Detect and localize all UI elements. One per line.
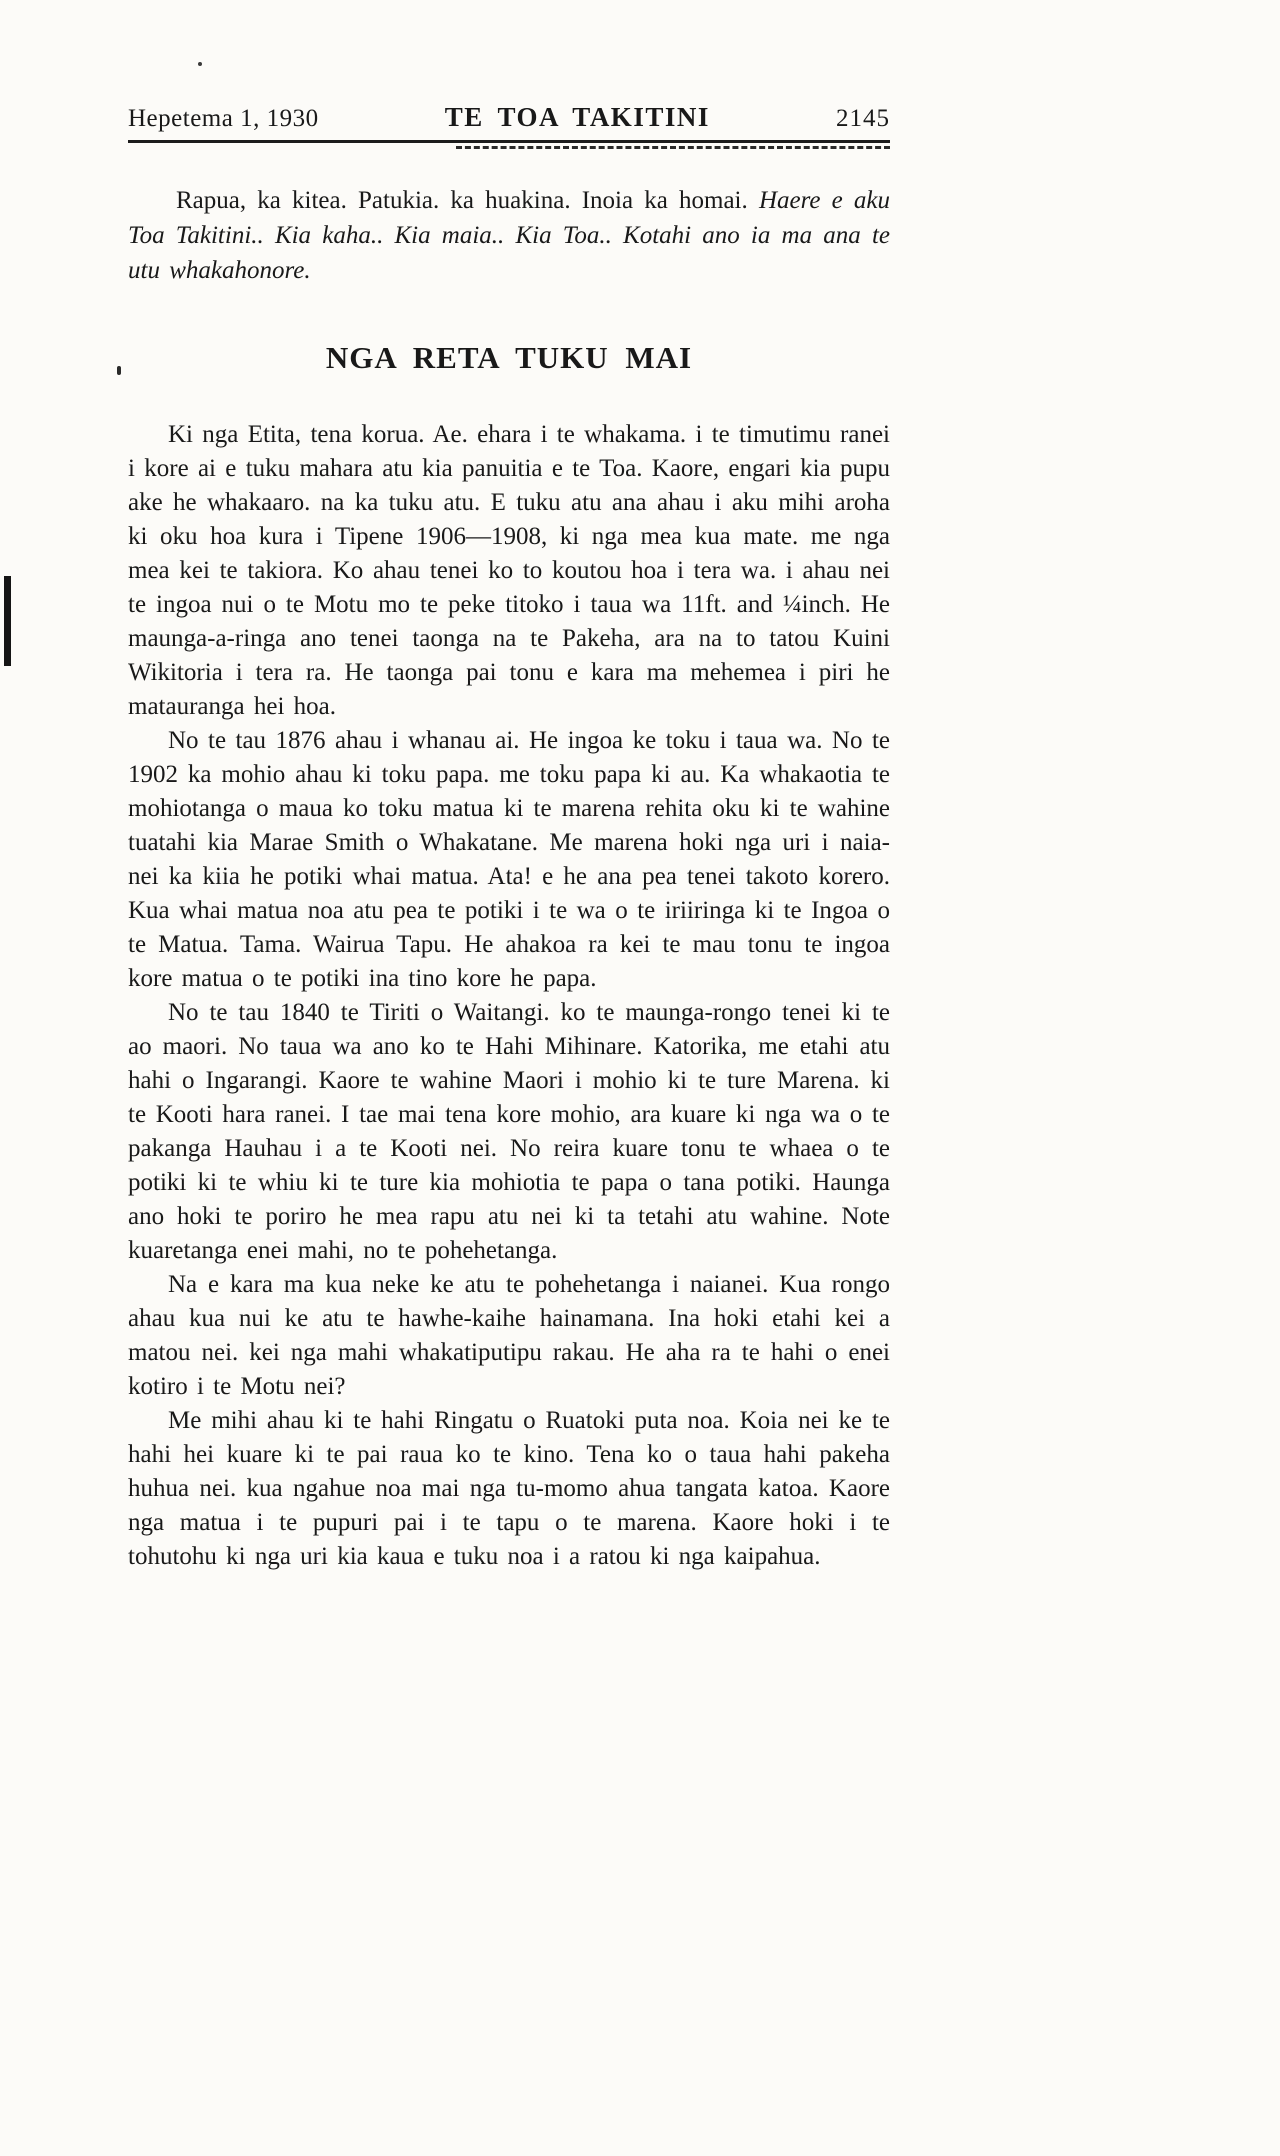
section-heading: NGA RETA TUKU MAI	[325, 340, 693, 375]
intro-paragraph	[128, 183, 890, 288]
intro-roman-text: Rapua, ka kitea. Patukia. ka huakina. Inoia ka homai.	[176, 187, 748, 214]
letter-paragraph-2: No te tau 1876 ahau i whanau ai. He ingoa ke toku i taua wa. No te 1902 ka mohio ahau ki toku papa. me toku papa ki au. Ka whakaotia te mohiotanga o maua ko toku matua ki te marena rehita oku ki te wahine tuatahi kia Marae Smith o Whakatane. Me marena hoki nga uri i naia-nei ka kiia he potiki whai matua. Ata! e he ana pea tenei takoto korero. Kua whai matua noa atu pea te potiki i te wa o te iriiringa ki te Ingoa o te Matua. Tama. Wairua Tapu. He ahakoa ra kei te mau tonu te ingoa kore matua o te potiki ina tino kore he papa.	[128, 727, 890, 992]
letter-paragraph-3: No te tau 1840 te Tiriti o Waitangi. ko te maunga-rongo tenei ki te ao maori. No taua wa ano ko te Hahi Mihinare. Katorika, me etahi atu hahi o Ingarangi. Kaore te wahine Maori i mohio ki te ture Marena. ki te Kooti hara ranei. I tae mai tena kore mohio, ara kuare ki nga wa o te pakanga Hauhau i a te Kooti nei. No reira kuare tonu te whaea o te potiki ki te whiu ki te ture kia mohiotia te papa o tana potiki. Haunga ano hoki te poriro he mea rapu atu nei ki ta tetahi atu wahine. Note kuaretanga enei mahi, no te pohehetanga.	[128, 999, 890, 1264]
header-rule-solid	[128, 140, 890, 143]
issue-date: Hepetema 1, 1930	[128, 105, 319, 132]
ink-speck	[117, 366, 121, 375]
intro-italic-text: Haere e aku Toa Takitini.. Kia kaha.. Kia maia.. Kia Toa.. Kotahi ano ia ma ana te utu whakahonore.	[128, 187, 890, 284]
page-number: 2145	[835, 105, 890, 132]
letter-paragraph-4: Na e kara ma kua neke ke atu te pohehetanga i naianei. Kua rongo ahau kua nui ke atu te hawhe-kaihe hainamana. Ina hoki etahi kei a matou nei. kei nga mahi whakatiputipu rakau. He aha ra te hahi o enei kotiro i te Motu nei?	[128, 1271, 890, 1400]
margin-print-mark	[4, 576, 11, 666]
letter-paragraph-5: Me mihi ahau ki te hahi Ringatu o Ruatoki puta noa. Koia nei ke te hahi hei kuare ki te pai raua ko te kino. Tena ko o taua hahi pakeha huhua nei. kua ngahue noa mai nga tu-momo ahua tangata katoa. Kaore nga matua i te pupuri pai i te tapu o te marena. Kaore hoki i te tohutohu ki nga uri kia kaua e tuku noa i a ratou ki nga kaipahua.	[128, 1407, 890, 1570]
page-column	[128, 102, 890, 1574]
ink-speck	[198, 62, 202, 66]
letter-paragraph-1: Ki nga Etita, tena korua. Ae. ehara i te whakama. i te timutimu ranei i kore ai e tuku mahara atu kia panuitia e te Toa. Kaore, engari kia pupu ake he whakaaro. na ka tuku atu. E tuku atu ana ahau i aku mihi aroha ki oku hoa kura i Tipene 1906—1908, ki nga mea kua mate. me nga mea kei te takiora. Ko ahau tenei ko to koutou hoa i tera wa. i ahau nei te ingoa nui o te Motu mo te peke titoko i taua wa 11ft. and ¼inch. He maunga-a-ringa ano tenei taonga na te Pakeha, ara na to tatou Kuini Wikitoria i tera ra. He taonga pai tonu e kara ma mehemea i piri he matauranga hei hoa.	[128, 421, 890, 720]
newspaper-title: TE TOA TAKITINI	[444, 102, 710, 132]
header-rule-dashed	[456, 146, 890, 149]
page-header	[128, 102, 890, 133]
